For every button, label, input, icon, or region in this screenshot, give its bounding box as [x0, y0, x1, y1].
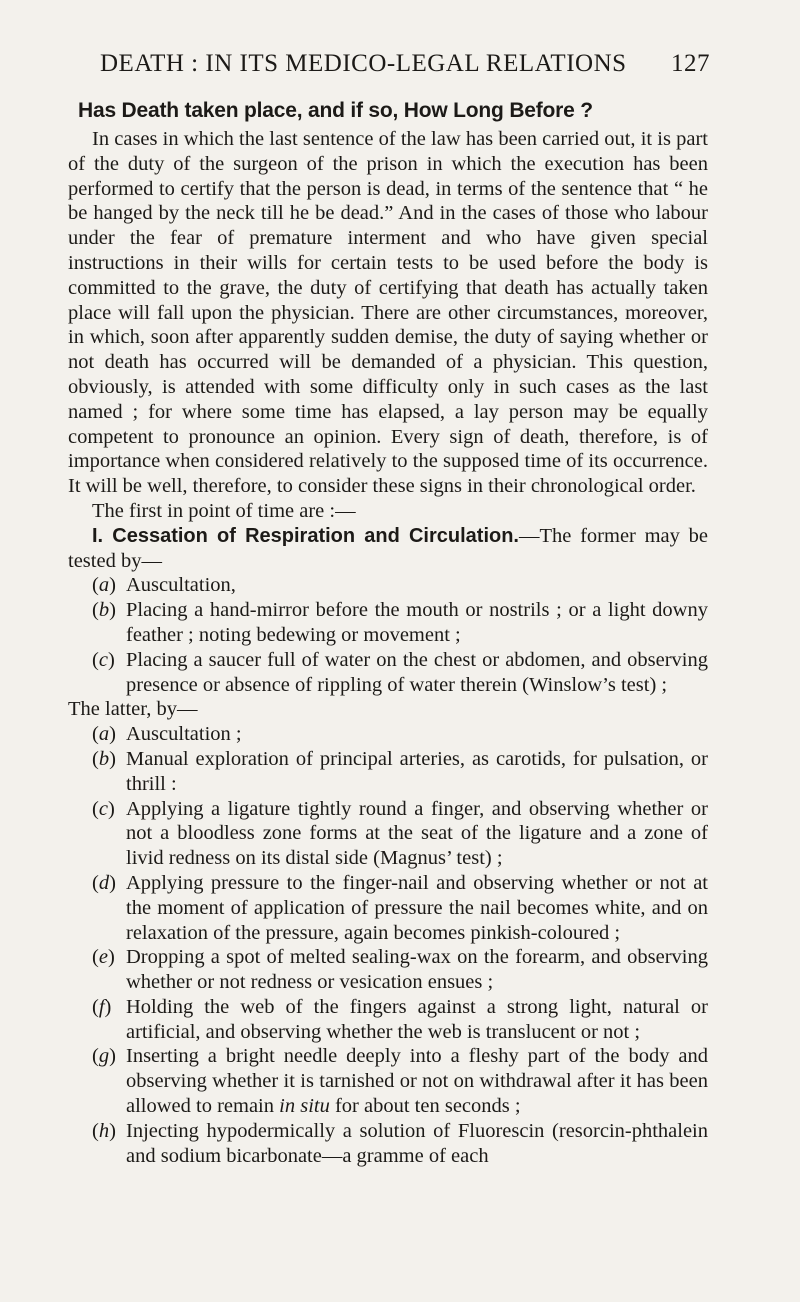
list-item-text: Placing a saucer full of water on the chest or abdomen, and observing presence or absence of rippling of water therein (Winslow’s test) ;: [126, 648, 708, 696]
running-head-title: DEATH : IN ITS MEDICO-LEGAL RELATIONS: [100, 50, 627, 77]
list-item-text: Manual exploration of principal arteries, as carotids, for pulsation, or thrill :: [126, 747, 708, 795]
list-item: [68, 797, 708, 871]
list-item-label: (d): [92, 871, 116, 894]
page-number: 127: [671, 50, 710, 77]
list-item: [68, 722, 708, 747]
list-item-text: Holding the web of the fingers against a strong light, natural or artificial, and observing whether the web is translucent or not ;: [126, 995, 708, 1043]
list-item-label: (b): [92, 747, 116, 770]
list-item-label: (c): [92, 648, 115, 671]
first-in-time-line: The first in point of time are :—: [92, 499, 356, 522]
list-item: [68, 598, 708, 648]
list-item: [68, 995, 708, 1045]
list-item: [68, 573, 708, 598]
circulation-tests-list: [68, 722, 708, 1168]
list-item-label: (c): [92, 797, 115, 820]
list-item: [68, 871, 708, 945]
running-head: [100, 50, 710, 78]
list-item: [68, 648, 708, 698]
list-item-label: (h): [92, 1119, 116, 1142]
list-item: [68, 1044, 708, 1118]
list-item-label: (a): [92, 723, 116, 746]
section-title: Has Death taken place, and if so, How Long Before ?: [78, 99, 593, 122]
subsection-lead: —The former may be tested by—: [68, 524, 708, 572]
subsection-title: I. Cessation of Respiration and Circulation.: [92, 524, 519, 547]
list-item-text: Dropping a spot of melted sealing-wax on the forearm, and observing whether or not redness or vesication ensues ;: [126, 946, 708, 994]
list-item-label: (g): [92, 1045, 116, 1068]
in-situ-italic: in situ: [279, 1095, 330, 1118]
list-item-label: (b): [92, 599, 116, 622]
list-item: [68, 747, 708, 797]
list-item-label: (a): [92, 574, 116, 597]
respiration-tests-list: [68, 573, 708, 697]
list-item: [68, 945, 708, 995]
list-item-text: Inserting a bright needle deeply into a fleshy part of the body and observing whether it is tarnished or not on withdrawal after it has been allowed to remain in situ for about ten seconds ;: [126, 1045, 708, 1118]
subsection-paragraph: [68, 524, 708, 574]
intro-paragraph: In cases in which the last sentence of the law has been carried out, it is part of the duty of the surgeon of the prison in which the execution has been performed to certify that the person is dead, in terms of the sentence that “ he be hanged by the neck till he be dead.” And in the cases of those who labour under the fear of premature interment and who have given special instructions in their wills for certain tests to be used before the body is committed to the grave, the duty of certifying that death has actually taken place will fall upon the physician. There are other circumstances, moreover, in which, soon after apparently sudden demise, the duty of saying whether or not death has occurred will be demanded of a physician. This question, obviously, is attended with some difficulty only in such cases as the last named ; for where some time has elapsed, a lay person may be equally competent to pronounce an opinion. Every sign of death, therefore, is of importance when considered relatively to the supposed time of its occurrence. It will be well, therefore, to consider these signs in their chronological order.: [68, 128, 708, 498]
list-item: [68, 1119, 708, 1169]
list-item-text: Auscultation,: [126, 574, 236, 597]
list-item-text: Applying a ligature tightly round a finger, and observing whether or not a bloodless zone forms at the seat of the ligature and a zone of livid redness on its distal side (Magnus’ test) ;: [126, 797, 708, 870]
page-body: [68, 95, 708, 1168]
list-item-text: Auscultation ;: [126, 723, 242, 746]
list-item-text: Applying pressure to the finger-nail and observing whether or not at the moment of application of pressure the nail becomes white, and on relaxation of the pressure, again becomes pinkish-coloured ;: [126, 871, 708, 944]
list-item-label: (e): [92, 946, 115, 969]
latter-intro-line: The latter, by—: [68, 698, 198, 721]
list-item-text: Placing a hand-mirror before the mouth or nostrils ; or a light downy feather ; noting bedewing or movement ;: [126, 599, 708, 646]
list-item-text: Injecting hypodermically a solution of Fluorescin (resorcin-phthalein and sodium bicarbonate—a gramme of each: [126, 1119, 708, 1167]
list-item-label: (f): [92, 995, 112, 1018]
